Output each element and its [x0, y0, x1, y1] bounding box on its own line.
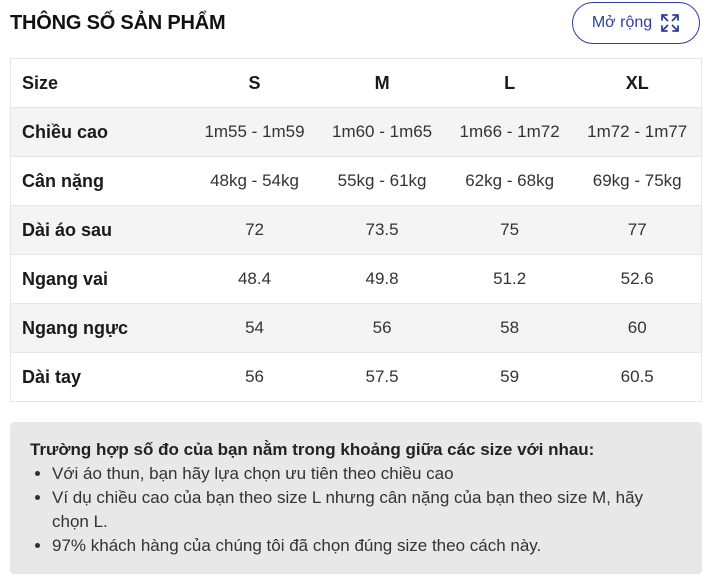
- list-item: • Ví dụ chiều cao của bạn theo size L nhưng cân nặng của bạn theo size M, hãy chọn L.: [52, 486, 682, 534]
- table-cell: 55kg - 61kg: [318, 157, 446, 206]
- table-cell: 58: [446, 304, 574, 353]
- row-label: Cân nặng: [11, 157, 191, 206]
- table-cell: 60.5: [620, 367, 654, 386]
- table-cell: 56: [245, 367, 264, 386]
- table-row: [11, 353, 702, 402]
- table-cell: 73.5: [318, 206, 446, 255]
- list-item: • Với áo thun, bạn hãy lựa chọn ưu tiên theo chiều cao: [52, 462, 682, 486]
- header-cell-size: Size: [11, 59, 191, 108]
- expand-button-label: Mở rộng: [591, 14, 653, 31]
- table-cell: 57.5: [365, 367, 399, 386]
- table-row: [11, 255, 702, 304]
- table-cell: 54: [191, 304, 319, 353]
- row-label: Ngang ngực: [11, 304, 191, 353]
- row-label: Dài tay: [22, 366, 82, 387]
- header-cell-l: L: [446, 59, 574, 108]
- table-cell: 59: [500, 367, 520, 386]
- table-row: [11, 304, 702, 353]
- note-list: [30, 462, 682, 558]
- table-cell: 1m72 - 1m77: [573, 108, 701, 157]
- list-item: • 97% khách hàng của chúng tôi đã chọn đúng size theo cách này.: [52, 534, 682, 558]
- table-cell: 69kg - 75kg: [573, 157, 701, 206]
- table-cell: 51.2: [446, 255, 574, 304]
- table-cell: 77: [573, 206, 701, 255]
- table-cell: 56: [318, 304, 446, 353]
- table-cell: 48.4: [191, 255, 319, 304]
- table-cell: 48kg - 54kg: [191, 157, 319, 206]
- table-cell: 75: [446, 206, 574, 255]
- table-cell: 60: [573, 304, 701, 353]
- table-cell: 1m55 - 1m59: [191, 108, 319, 157]
- header-cell-s: S: [191, 59, 319, 108]
- table-cell: 49.8: [318, 255, 446, 304]
- size-chart-table: [10, 58, 702, 402]
- header-cell-xl: XL: [573, 59, 701, 108]
- row-label: Chiều cao: [11, 108, 191, 157]
- expand-icon: [660, 13, 680, 33]
- table-cell: 1m66 - 1m72: [446, 108, 574, 157]
- expand-button[interactable]: [572, 2, 700, 44]
- header-cell-m: M: [318, 59, 446, 108]
- page-title: THÔNG SỐ SẢN PHẨM: [10, 12, 226, 34]
- table-cell: 1m60 - 1m65: [318, 108, 446, 157]
- table-header-row: [11, 59, 702, 108]
- row-label: Ngang vai: [11, 255, 191, 304]
- table-cell: 62kg - 68kg: [446, 157, 574, 206]
- note-heading: Trường hợp số đo của bạn nằm trong khoảng giữa các size với nhau:: [30, 440, 595, 459]
- table-row: [11, 108, 702, 157]
- table-cell: 72: [191, 206, 319, 255]
- table-row: [11, 157, 702, 206]
- table-cell: 52.6: [573, 255, 701, 304]
- table-row: [11, 206, 702, 255]
- size-advice-note: [10, 422, 702, 574]
- row-label: Dài áo sau: [11, 206, 191, 255]
